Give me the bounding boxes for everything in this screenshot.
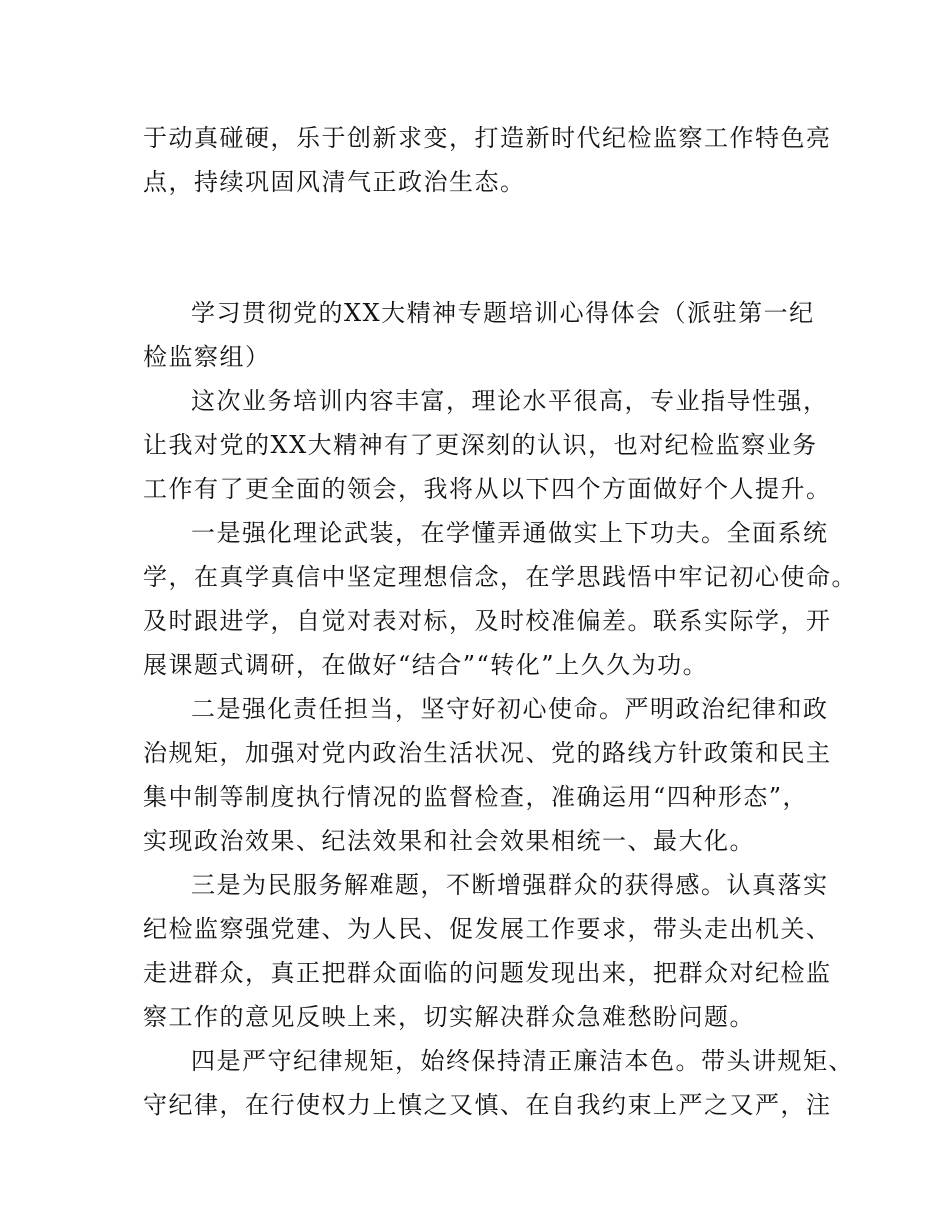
continuation-line-2: 点，持续巩固风清气正政治生态。 [143, 168, 526, 196]
paragraph-2-line-1: 一是强化理论武装，在学懂弄通做实上下功夫。全面系统 [191, 519, 829, 547]
paragraph-2-line-3: 及时跟进学，自觉对表对标，及时校准偏差。联系实际学，开 [143, 607, 832, 635]
document-title-line-1: 学习贯彻党的XX大精神专题培训心得体会（派驻第一纪 [191, 299, 815, 327]
paragraph-3-line-3: 集中制等制度执行情况的监督检查，准确运用“四种形态”， [143, 783, 809, 811]
paragraph-5-line-2: 守纪律，在行使权力上慎之又慎、在自我约束上严之又严，注 [143, 1091, 832, 1119]
paragraph-3-line-4: 实现政治效果、纪法效果和社会效果相统一、最大化。 [143, 827, 755, 855]
paragraph-1-line-3: 工作有了更全面的领会，我将从以下四个方面做好个人提升。 [143, 475, 832, 503]
paragraph-4-line-1: 三是为民服务解难题，不断增强群众的获得感。认真落实 [191, 871, 829, 899]
paragraph-4-line-4: 察工作的意见反映上来，切实解决群众急难愁盼问题。 [143, 1003, 755, 1031]
paragraph-3-line-2: 治规矩，加强对党内政治生活状况、党的路线方针政策和民主 [143, 739, 832, 767]
paragraph-3-line-1: 二是强化责任担当，坚守好初心使命。严明政治纪律和政 [191, 695, 829, 723]
paragraph-4-line-3: 走进群众，真正把群众面临的问题发现出来，把群众对纪检监 [143, 959, 832, 987]
paragraph-1-line-2: 让我对党的XX大精神有了更深刻的认识，也对纪检监察业务 [143, 431, 818, 459]
paragraph-2-line-4: 展课题式调研，在做好“结合”“转化”上久久为功。 [143, 651, 709, 679]
document-title-line-2: 检监察组） [143, 343, 271, 371]
paragraph-2-line-2: 学，在真学真信中坚定理想信念，在学思践悟中牢记初心使命。 [143, 563, 857, 591]
continuation-line-1: 于动真碰硬，乐于创新求变，打造新时代纪检监察工作特色亮 [143, 124, 832, 152]
paragraph-5-line-1: 四是严守纪律规矩，始终保持清正廉洁本色。带头讲规矩、 [191, 1047, 854, 1075]
paragraph-4-line-2: 纪检监察强党建、为人民、促发展工作要求，带头走出机关、 [143, 915, 832, 943]
paragraph-1-line-1: 这次业务培训内容丰富，理论水平很高，专业指导性强， [191, 387, 829, 415]
